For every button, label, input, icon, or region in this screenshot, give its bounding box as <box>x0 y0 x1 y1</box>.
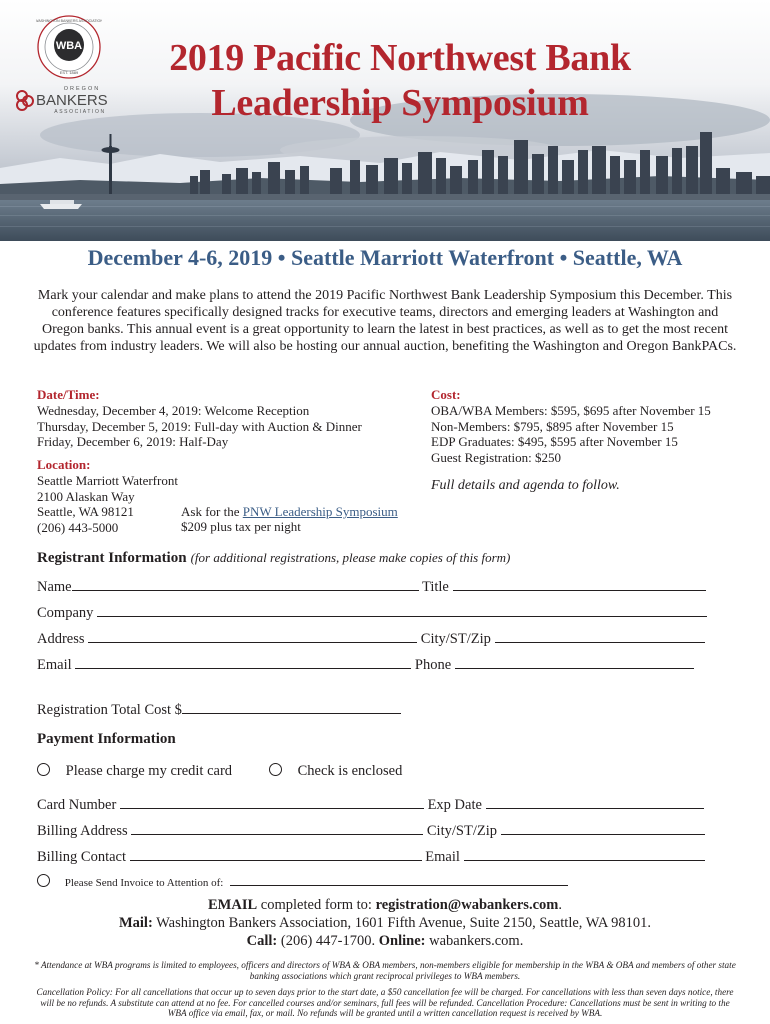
total-cost-label: Registration Total Cost $ <box>37 702 182 718</box>
title-label: Title <box>422 579 449 595</box>
call-label: Call: <box>246 933 278 949</box>
cost-line: Guest Registration: $250 <box>431 449 561 465</box>
registrant-heading-note: (for additional registrations, please make copies of this form) <box>190 550 511 565</box>
email-phone-row <box>37 654 694 674</box>
cost-line: EDP Graduates: $495, $595 after November 15 <box>431 434 678 449</box>
billing-city-field[interactable] <box>501 820 705 835</box>
email-label-bold: EMAIL <box>208 897 258 913</box>
email-period: . <box>558 897 562 913</box>
name-field[interactable] <box>72 576 419 591</box>
title-field[interactable] <box>453 576 706 591</box>
phone-label: Phone <box>414 657 452 673</box>
oba-logo-state: OREGON <box>63 86 101 92</box>
card-number-row <box>37 794 704 814</box>
cost-line: OBA/WBA Members: $595, $695 after November 15 <box>431 403 711 418</box>
credit-card-radio[interactable] <box>37 763 50 776</box>
wba-logo <box>36 14 102 80</box>
exp-date-field[interactable] <box>486 794 704 809</box>
billing-city-label: City/ST/Zip <box>426 823 497 839</box>
location-line: Seattle Marriott Waterfront <box>37 473 178 488</box>
cost-note: Full details and agenda to follow. <box>431 478 620 493</box>
event-date-location: December 4-6, 2019 • Seattle Marriott Waterfront • Seattle, WA <box>87 245 683 270</box>
mail-label: Mail: <box>118 915 153 931</box>
card-number-label: Card Number <box>37 797 117 813</box>
online-label: Online: <box>378 933 426 949</box>
wba-logo-est: EST. 1889 <box>59 70 79 75</box>
datetime-line: Thursday, December 5, 2019: Full-day with Auction & Dinner <box>37 418 362 434</box>
registrant-heading <box>37 549 510 567</box>
email-field[interactable] <box>75 654 411 669</box>
location-line: Seattle, WA 98121 <box>37 504 134 519</box>
location-lines <box>37 473 178 535</box>
cost-line: Non-Members: $795, $895 after November 15 <box>431 418 674 434</box>
exp-date-label: Exp Date <box>427 797 482 813</box>
company-field[interactable] <box>97 602 707 617</box>
address-field[interactable] <box>88 628 417 643</box>
page-title-line2: Leadership Symposium <box>211 82 589 124</box>
billing-contact-field[interactable] <box>130 846 422 861</box>
company-row <box>37 602 707 622</box>
phone-field[interactable] <box>455 654 694 669</box>
address-label: Address <box>37 631 85 647</box>
datetime-label: Date/Time: <box>37 387 100 402</box>
contact-email-line <box>0 897 770 914</box>
wba-logo-ring-text: WASHINGTON BANKERS ASSOCIATION <box>36 19 102 23</box>
wba-logo-abbr: WBA <box>55 40 83 52</box>
billing-contact-row <box>37 846 705 866</box>
invoice-label: Please Send Invoice to Attention of: <box>64 877 224 889</box>
invoice-row <box>37 874 568 889</box>
payment-option-card[interactable] <box>37 763 232 780</box>
hotel-rate: $209 plus tax per night <box>181 519 301 534</box>
billing-address-row <box>37 820 705 840</box>
name-label: Name <box>37 579 72 595</box>
call-number: (206) 447-1700. <box>277 933 379 949</box>
hotel-block-note <box>181 504 398 520</box>
oba-logo <box>14 84 124 116</box>
hotel-ask-text: Ask for the <box>181 504 240 519</box>
location-line: 2100 Alaskan Way <box>37 488 135 504</box>
datetime-line: Friday, December 6, 2019: Half-Day <box>37 434 229 449</box>
location-line: (206) 443-5000 <box>37 519 119 535</box>
card-number-field[interactable] <box>120 794 424 809</box>
check-radio[interactable] <box>269 763 282 776</box>
total-cost-field[interactable] <box>182 699 401 714</box>
intro-paragraph: Mark your calendar and make plans to attend the 2019 Pacific Northwest Bank Leadership Symposium this December. This conference features specifically designed tracks for executive teams, directors and emerging leaders at Washington and Oregon banks. This annual event is a great opportunity to learn the latest in best practices, as well as to get the most recent updates from industry leaders. We will also be hosting our annual auction, benefiting the Washington and Oregon BankPACs. <box>33 288 737 354</box>
cost-lines <box>431 403 711 465</box>
billing-email-label: Email <box>425 849 460 865</box>
contact-mail-line <box>0 915 770 932</box>
location-label: Location: <box>37 457 91 472</box>
name-title-row <box>37 576 706 596</box>
payment-heading: Payment Information <box>37 731 176 747</box>
cost-label: Cost: <box>431 387 461 402</box>
mail-address: Washington Bankers Association, 1601 Fifth Avenue, Suite 2150, Seattle, WA 98101. <box>152 915 652 931</box>
billing-address-field[interactable] <box>131 820 423 835</box>
invoice-attention-field[interactable] <box>230 875 568 886</box>
address-row <box>37 628 705 648</box>
email-label: Email <box>37 657 72 673</box>
billing-email-field[interactable] <box>464 846 705 861</box>
oba-logo-suffix: ASSOCIATION <box>54 109 106 115</box>
total-cost-row <box>37 699 401 719</box>
check-label: Check is enclosed <box>297 763 403 779</box>
registrant-heading-text: Registrant Information <box>37 550 187 566</box>
email-instruction: completed form to: <box>257 897 376 913</box>
datetime-lines <box>37 403 362 450</box>
website-link[interactable]: wabankers.com. <box>425 933 524 949</box>
hotel-booking-link[interactable]: PNW Leadership Symposium <box>242 504 398 519</box>
attendance-footnote: * Attendance at WBA programs is limited to employees, officers and directors of WBA & OBA members, non-members eligible for membership in the WBA & OBA and members of other state banking associations which grant reciprocal privileges to WBA members. <box>34 960 736 981</box>
registration-email[interactable]: registration@wabankers.com <box>375 897 559 913</box>
payment-option-check[interactable] <box>269 763 402 780</box>
datetime-line: Wednesday, December 4, 2019: Welcome Reception <box>37 403 310 418</box>
cancellation-policy: Cancellation Policy: For all cancellations that occur up to seven days prior to the start date, a $50 cancellation fee will be charged. For cancellations with less than seven days notice, there will be no refunds. A substitute can attend at no fee. For cancelled courses and/or seminars, full fees will be refunded. Cancellation Procedure: Cancellations must be sent in writing to the WBA office via email, fax, or mail. No refunds will be granted until a written cancellation request is received by WBA. <box>36 987 734 1018</box>
invoice-radio[interactable] <box>37 874 50 887</box>
contact-call-line <box>0 933 770 950</box>
city-field[interactable] <box>495 628 705 643</box>
billing-contact-label: Billing Contact <box>37 849 127 865</box>
billing-address-label: Billing Address <box>37 823 128 839</box>
company-label: Company <box>37 605 94 621</box>
city-label: City/ST/Zip <box>420 631 491 647</box>
oba-logo-name: BANKERS <box>36 92 108 109</box>
credit-card-label: Please charge my credit card <box>65 763 233 779</box>
page-title-line1: 2019 Pacific Northwest Bank <box>169 37 631 79</box>
